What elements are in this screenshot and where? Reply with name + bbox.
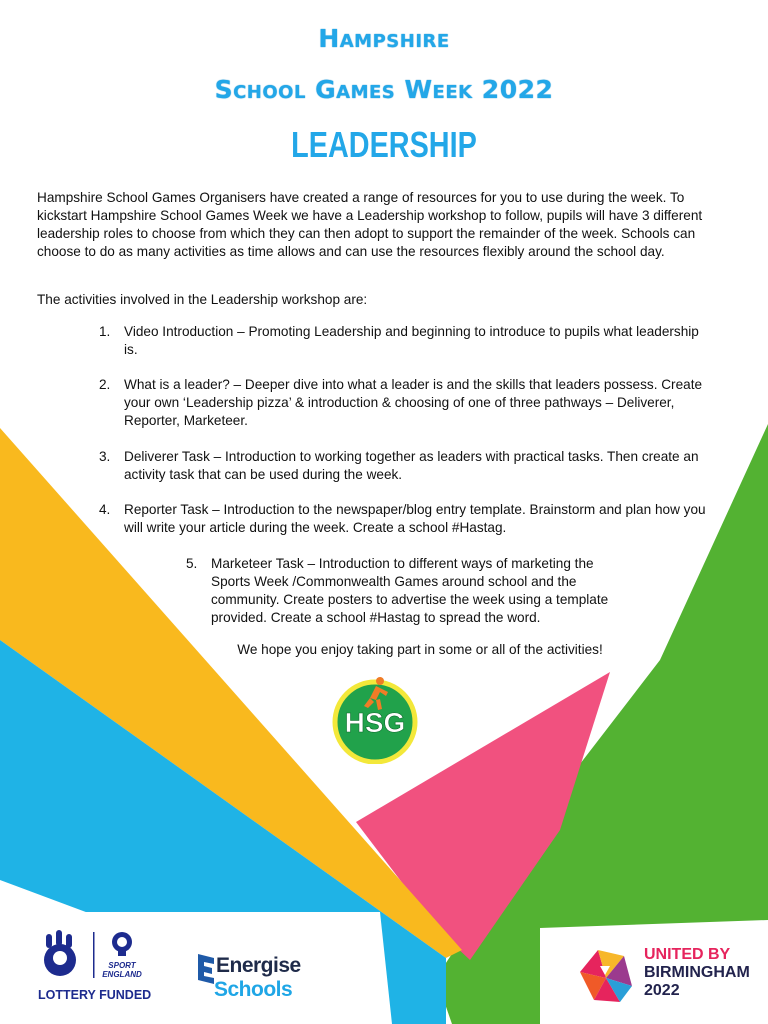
birmingham-line-3: 2022 [644, 982, 680, 999]
header-line-2: School Games Week 2022 [214, 75, 554, 104]
lottery-crossed-fingers-icon [44, 930, 76, 976]
activity-item-1 [99, 323, 709, 359]
activity-number: 5. [186, 556, 198, 571]
birmingham-2022-logo [572, 940, 752, 1010]
activities-heading: The activities involved in the Leadership workshop are: [37, 292, 368, 307]
energise-e-icon [196, 952, 216, 988]
hsg-logo [330, 672, 420, 764]
schools-label: Schools [214, 978, 293, 1001]
activity-text: What is a leader? – Deeper dive into what a leader is and the skills that leaders possess. Create your own ‘Leadership pizza’ & introduction & choosing of one of three pathways – Deliverer, Reporter, Marketeer. [124, 377, 703, 428]
birmingham-line-2: BIRMINGHAM [644, 964, 750, 981]
activity-number: 4. [99, 502, 111, 517]
activity-number: 3. [99, 449, 111, 464]
activity-number: 1. [99, 324, 111, 339]
activity-text: Video Introduction – Promoting Leadership and beginning to introduce to pupils what leadership is. [124, 324, 699, 357]
sport-england-line-2: ENGLAND [102, 970, 142, 979]
sport-england-icon [112, 932, 132, 956]
page-title: LEADERSHIP [291, 124, 477, 165]
lottery-funded-label: LOTTERY FUNDED [38, 988, 152, 1002]
activity-item-4 [99, 501, 709, 537]
energise-schools-logo [196, 948, 311, 1008]
activity-text: Marketeer Task – Introduction to different ways of marketing the Sports Week /Commonwealth Games around school and the community. Create posters to advertise the week using a template provided. Create a school #Hastag to spread the word. [211, 556, 609, 625]
activity-number: 2. [99, 377, 111, 392]
header-line-1: Hampshire [318, 24, 450, 53]
energise-label: Energise [216, 954, 301, 977]
sport-england-line-1: SPORT [108, 961, 136, 970]
activity-text: Deliverer Task – Introduction to working together as leaders with practical tasks. Then create an activity task that can be used during the week. [124, 449, 699, 482]
lottery-sport-england-logo [36, 928, 160, 1008]
activity-text: Reporter Task – Introduction to the newspaper/blog entry template. Brainstorm and plan how you will write your article during the week. Create a school #Hastag. [124, 502, 706, 535]
birmingham-emblem-icon [572, 942, 638, 1008]
activity-item-3 [99, 448, 709, 484]
activity-item-5 [186, 555, 636, 627]
intro-paragraph: Hampshire School Games Organisers have created a range of resources for you to use during the week. To kickstart Hampshire School Games Week we have a Leadership workshop to follow, pupils will have 3 different leadership roles to choose from which they can then adopt to support the remainder of the week. Schools can choose to do as many activities as time allows and can use the resources flexibly around the school day. [37, 190, 703, 259]
hsg-logo-text: HSG [344, 707, 406, 738]
activity-item-2 [99, 376, 709, 430]
birmingham-line-1: UNITED BY [644, 946, 731, 963]
closing-text: We hope you enjoy taking part in some or all of the activities! [237, 642, 603, 657]
